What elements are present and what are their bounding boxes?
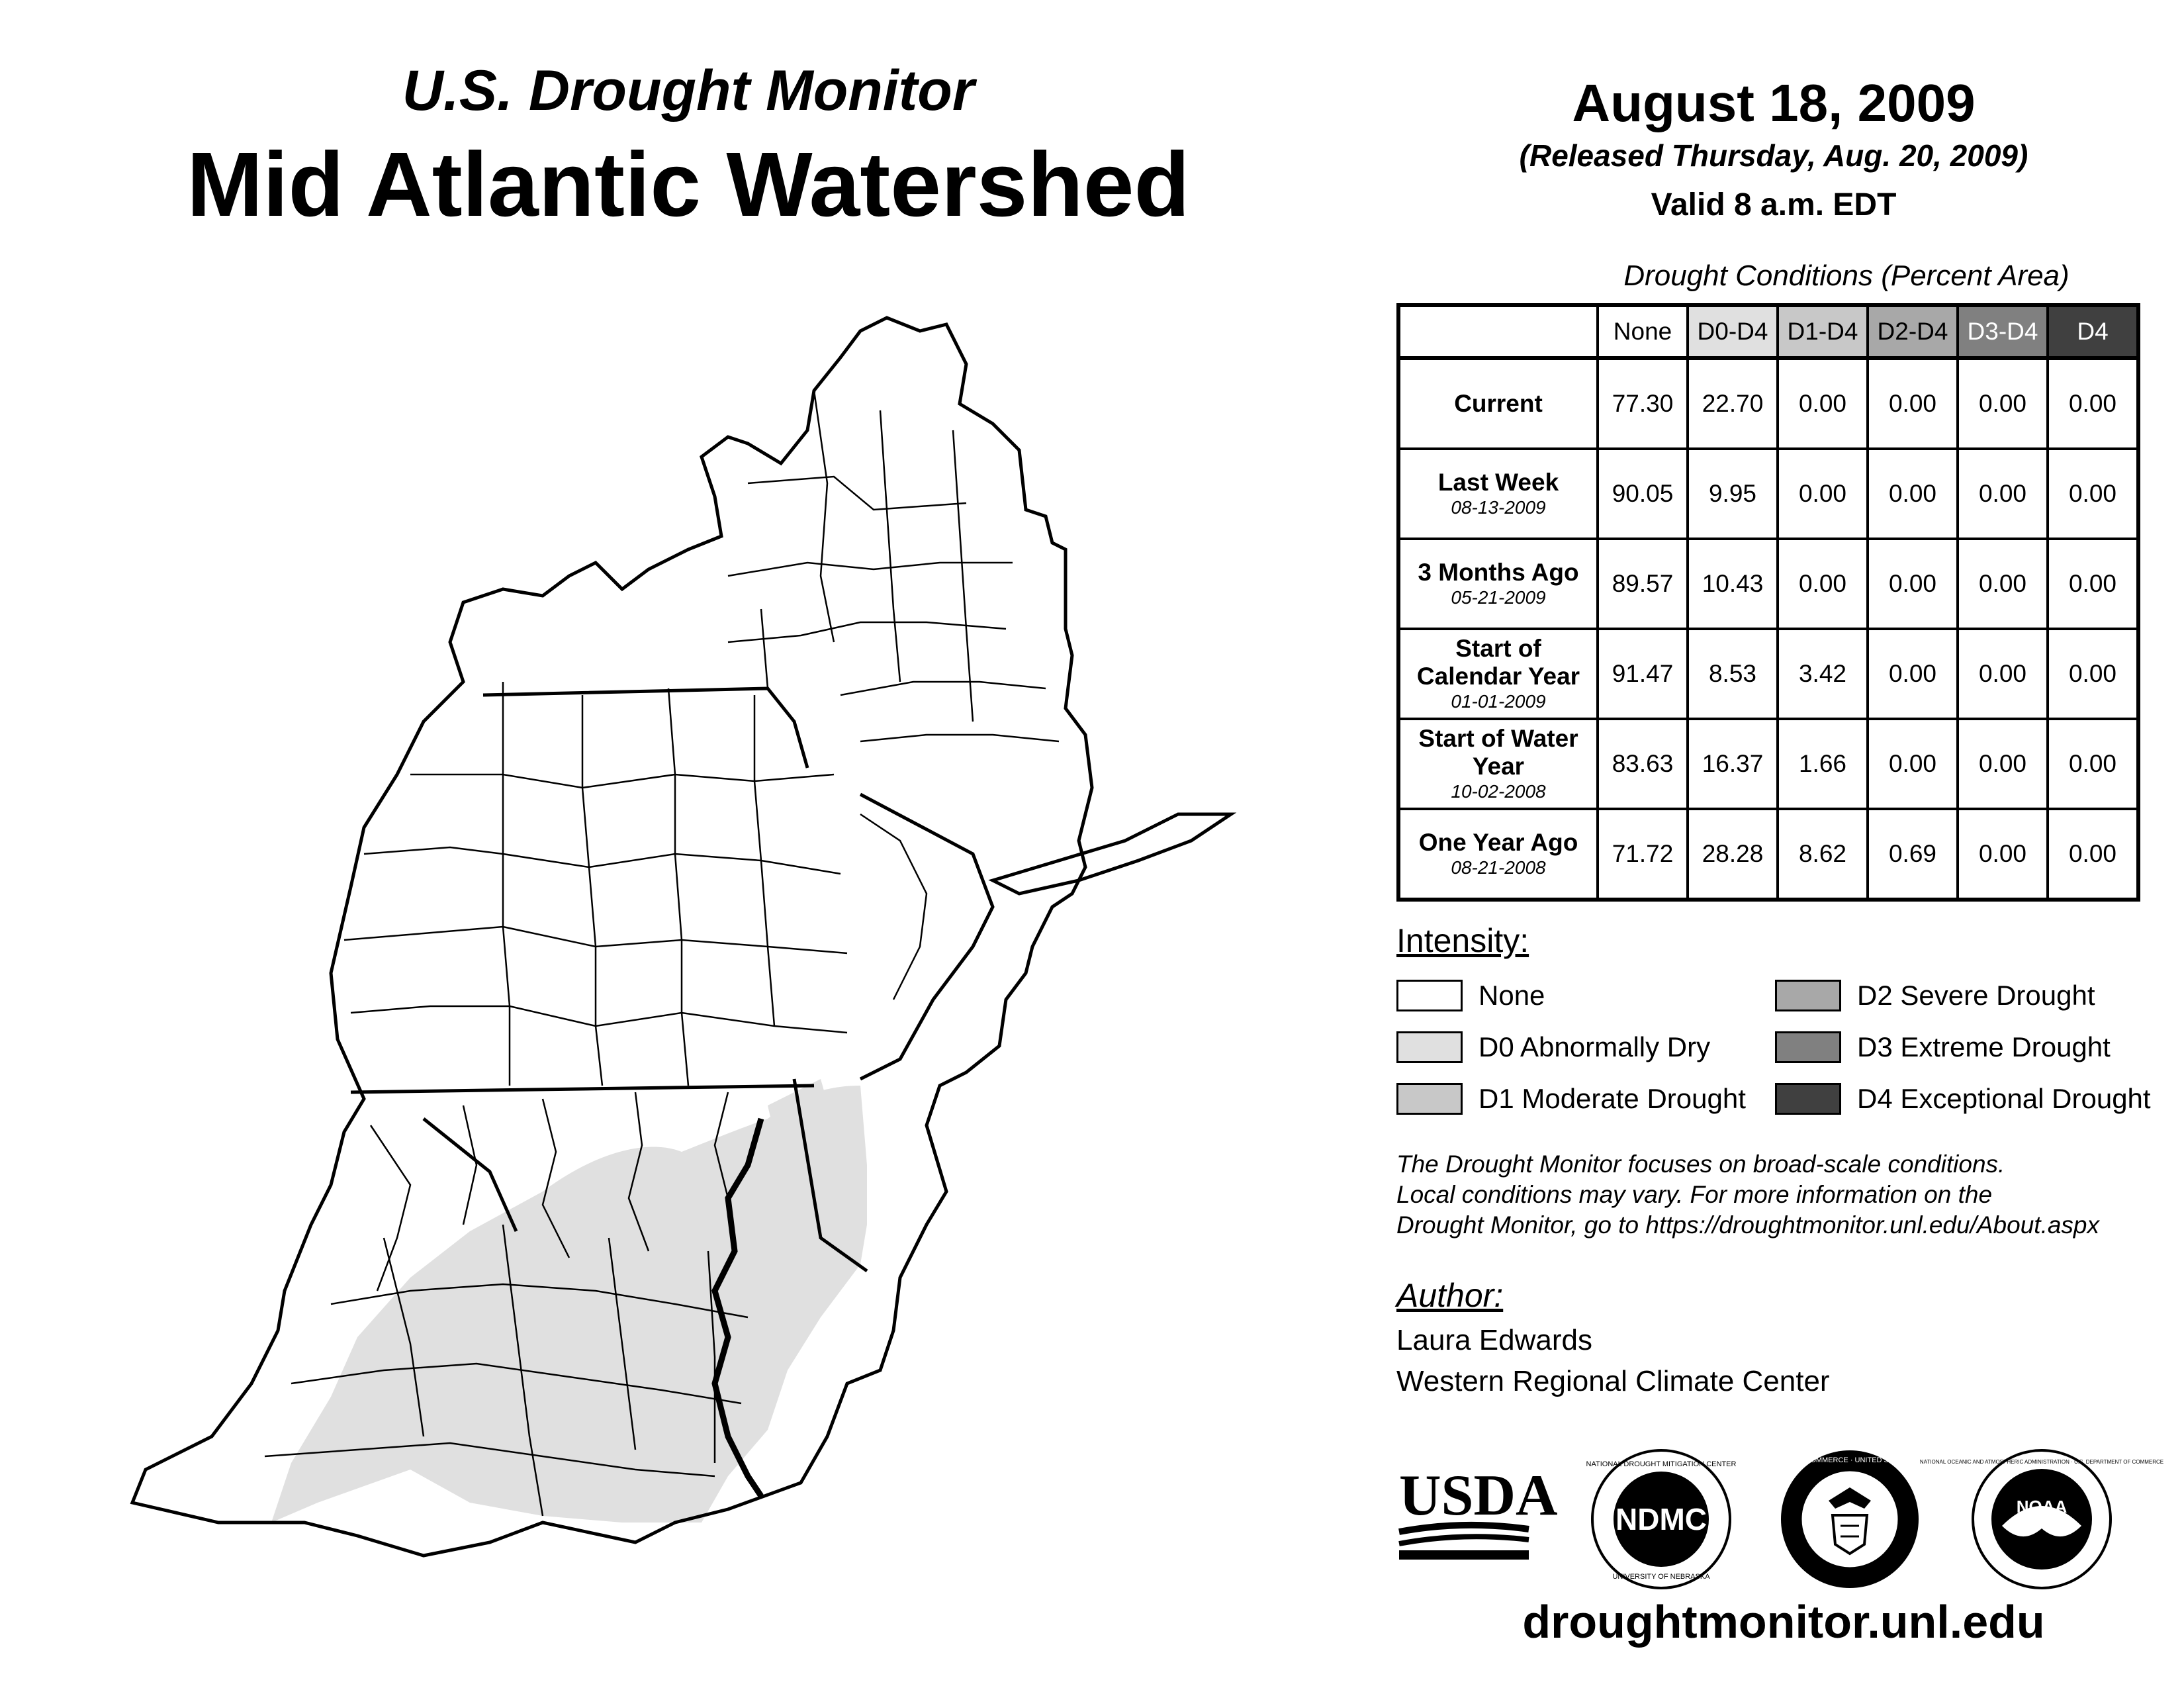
commerce-seal-logo	[1741, 1446, 1958, 1592]
col-header-d0-d4: D0-D4	[1688, 305, 1778, 358]
col-header-d3-d4: D3-D4	[1958, 305, 2048, 358]
map-date: August 18, 2009	[1572, 73, 1976, 132]
table-cell: 71.72	[1598, 809, 1688, 900]
row-header	[1398, 809, 1598, 900]
col-header-none: None	[1598, 305, 1688, 358]
table-cell: 0.00	[1868, 719, 1958, 809]
legend-item	[1396, 1080, 1746, 1117]
row-header	[1398, 719, 1598, 809]
table-cell: 0.00	[1958, 719, 2048, 809]
table-cell: 0.00	[2048, 539, 2138, 629]
table-cell: 0.00	[2048, 358, 2138, 449]
col-header-d1-d4: D1-D4	[1778, 305, 1868, 358]
map-title: Mid Atlantic Watershed	[187, 134, 1190, 236]
noaa-logo-text: NOAA	[2016, 1497, 2068, 1517]
row-name: Last Week	[1437, 469, 1559, 496]
table-cell: 0.00	[2048, 449, 2138, 539]
table-cell: 22.70	[1688, 358, 1778, 449]
table-cell: 0.00	[1868, 629, 1958, 719]
legend-item	[1775, 1080, 2151, 1117]
table-cell: 1.66	[1778, 719, 1868, 809]
d0-drought-area	[271, 1086, 867, 1523]
table-cell: 0.00	[1958, 809, 2048, 900]
table-cell: 89.57	[1598, 539, 1688, 629]
table-cell: 0.00	[2048, 629, 2138, 719]
table-cell: 0.00	[1778, 449, 1868, 539]
table-cell: 90.05	[1598, 449, 1688, 539]
table-cell: 0.00	[1958, 629, 2048, 719]
legend-label: D2 Severe Drought	[1857, 980, 2095, 1011]
ndmc-logo	[1586, 1446, 1737, 1592]
noaa-ring-text: NATIONAL OCEANIC AND ATMOSPHERIC ADMINISTRATION · U.S. DEPARTMENT OF COMMERCE	[1919, 1459, 2164, 1465]
row-date: 08-13-2009	[1451, 497, 1546, 518]
state-boundary-pa-md	[351, 1086, 814, 1092]
release-date: (Released Thursday, Aug. 20, 2009)	[1519, 138, 2028, 173]
table-header-row	[1398, 305, 2138, 358]
legend-swatch	[1396, 980, 1463, 1011]
watershed-map	[132, 311, 1257, 1615]
usda-logo-text: USDA	[1399, 1464, 1558, 1528]
long-island	[993, 814, 1231, 894]
author-heading: Author:	[1396, 1277, 1504, 1314]
table-row	[1398, 719, 2138, 809]
website-url: droughtmonitor.unl.edu	[1522, 1596, 2045, 1648]
ndmc-logo-text: NDMC	[1615, 1502, 1707, 1536]
legend-swatch	[1396, 1083, 1463, 1115]
row-date: 05-21-2009	[1451, 587, 1546, 608]
table-row	[1398, 449, 2138, 539]
legend-item	[1396, 1029, 1710, 1066]
table-row	[1398, 809, 2138, 900]
legend-label: D3 Extreme Drought	[1857, 1031, 2111, 1062]
table-cell: 8.53	[1688, 629, 1778, 719]
table-cell: 0.00	[1958, 539, 2048, 629]
table-cell: 0.00	[1868, 358, 1958, 449]
author-org: Western Regional Climate Center	[1396, 1365, 1830, 1397]
legend-swatch	[1775, 980, 1841, 1011]
noaa-logo	[1919, 1446, 2164, 1592]
table-cell: 0.00	[2048, 719, 2138, 809]
legend-label: D1 Moderate Drought	[1479, 1083, 1746, 1114]
legend-swatch	[1775, 1083, 1841, 1115]
row-date: 01-01-2009	[1451, 691, 1546, 712]
row-date: 10-02-2008	[1451, 781, 1546, 802]
ndmc-ring-bottom: UNIVERSITY OF NEBRASKA	[1612, 1573, 1710, 1581]
legend-label: D0 Abnormally Dry	[1479, 1031, 1711, 1062]
drought-conditions-table	[1396, 303, 2140, 902]
table-cell: 77.30	[1598, 358, 1688, 449]
legend-swatch	[1775, 1031, 1841, 1063]
row-header	[1398, 539, 1598, 629]
note-line: The Drought Monitor focuses on broad-scale conditions.	[1396, 1150, 2005, 1178]
legend-item	[1396, 977, 1545, 1014]
row-name: Current	[1454, 390, 1543, 417]
table-cell: 0.00	[1778, 539, 1868, 629]
table-cell: 28.28	[1688, 809, 1778, 900]
col-header-d4: D4	[2048, 305, 2138, 358]
table-cell: 91.47	[1598, 629, 1688, 719]
table-corner	[1398, 305, 1598, 358]
table-cell: 0.69	[1868, 809, 1958, 900]
note-line: Local conditions may vary. For more information on the	[1396, 1181, 1993, 1208]
usda-logo	[1396, 1463, 1558, 1562]
row-header	[1398, 629, 1598, 719]
table-cell: 10.43	[1688, 539, 1778, 629]
map-subtitle: U.S. Drought Monitor	[402, 59, 975, 122]
table-cell: 9.95	[1688, 449, 1778, 539]
author-name: Laura Edwards	[1396, 1324, 1592, 1356]
legend-item	[1775, 1029, 2111, 1066]
row-name: Start of Calendar Year	[1416, 635, 1580, 690]
row-date: 08-21-2008	[1451, 857, 1546, 878]
row-name: Start of Water Year	[1418, 725, 1578, 780]
table-row	[1398, 539, 2138, 629]
legend-label: D4 Exceptional Drought	[1857, 1083, 2151, 1114]
table-cell: 0.00	[1868, 539, 1958, 629]
table-cell: 0.00	[2048, 809, 2138, 900]
state-boundary-nj	[860, 794, 993, 1079]
table-row	[1398, 629, 2138, 719]
note-line: Drought Monitor, go to https://droughtmonitor.unl.edu/About.aspx	[1396, 1211, 2099, 1239]
row-name: 3 Months Ago	[1418, 559, 1579, 586]
table-caption: Drought Conditions (Percent Area)	[1623, 259, 2070, 292]
table-row	[1398, 358, 2138, 449]
legend-item	[1775, 977, 2095, 1014]
table-cell: 3.42	[1778, 629, 1868, 719]
table-cell: 0.00	[1958, 358, 2048, 449]
table-cell: 16.37	[1688, 719, 1778, 809]
table-cell: 83.63	[1598, 719, 1688, 809]
row-header	[1398, 358, 1598, 449]
valid-time: Valid 8 a.m. EDT	[1651, 187, 1897, 222]
legend-swatch	[1396, 1031, 1463, 1063]
table-cell: 0.00	[1778, 358, 1868, 449]
row-name: One Year Ago	[1418, 829, 1578, 856]
table-cell: 8.62	[1778, 809, 1868, 900]
table-cell: 0.00	[1958, 449, 2048, 539]
legend-title: Intensity:	[1396, 922, 1529, 959]
col-header-d2-d4: D2-D4	[1868, 305, 1958, 358]
state-boundary-ny-pa	[483, 688, 807, 768]
ndmc-ring-top: NATIONAL DROUGHT MITIGATION CENTER	[1586, 1460, 1737, 1468]
row-header	[1398, 449, 1598, 539]
commerce-ring-text: DEPARTMENT OF COMMERCE · UNITED STATES OF AMERICA	[1741, 1456, 1958, 1464]
legend-label: None	[1479, 980, 1545, 1011]
info-note	[1396, 1149, 2177, 1241]
table-cell: 0.00	[1868, 449, 1958, 539]
